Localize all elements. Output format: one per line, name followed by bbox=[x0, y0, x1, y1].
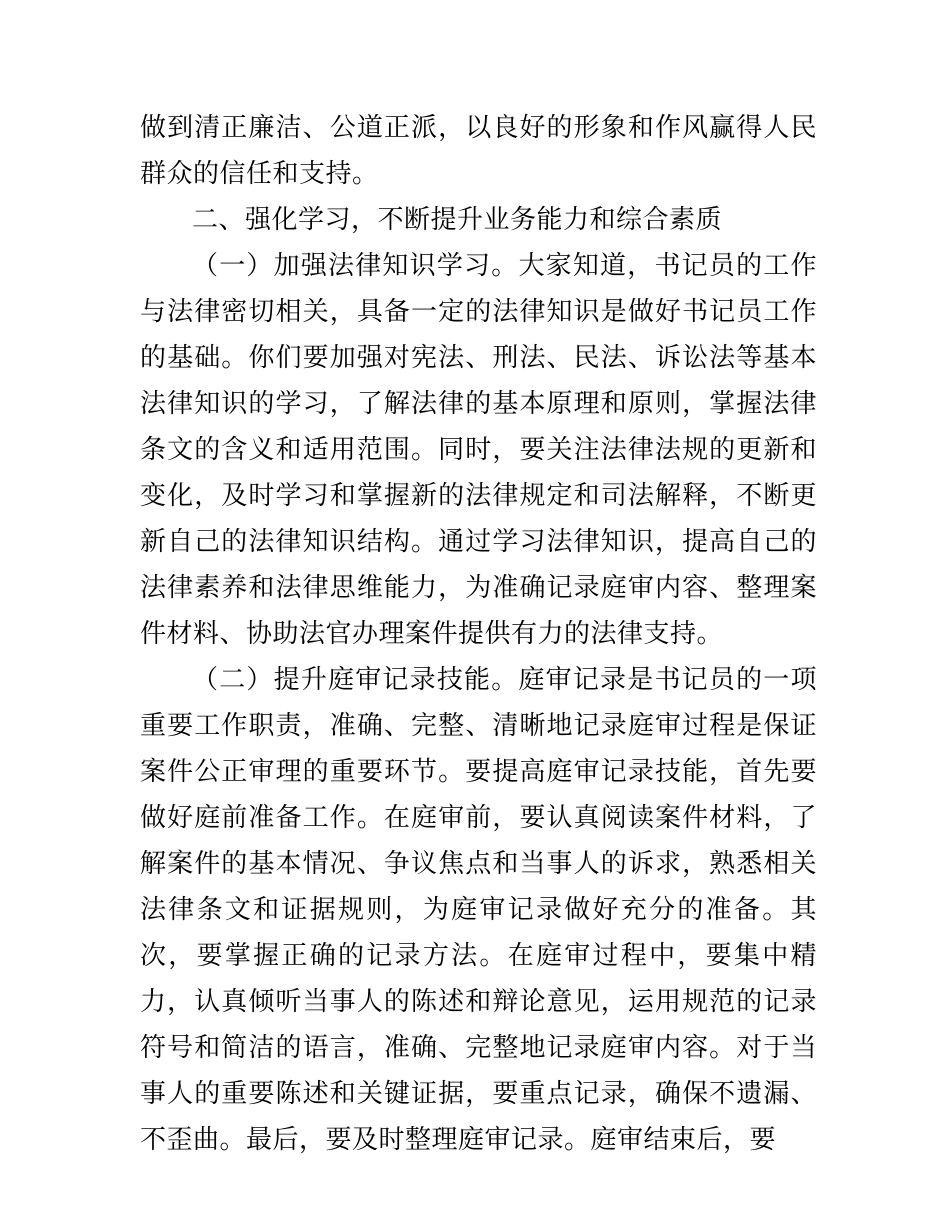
paragraph-court-record-skills: （二）提升庭审记录技能。庭审记录是书记员的一项重要工作职责，准确、完整、清晰地记录庭审过程是保证案件公正审理的重要环节。要提高庭审记录技能，首先要做好庭前准备工作。在庭审前，要认真阅读案件材料，了解案件的基本情况、争议焦点和当事人的诉求，熟悉相关法律条文和证据规则，为庭审记录做好充分的准备。其次，要掌握正确的记录方法。在庭审过程中，要集中精力，认真倾听当事人的陈述和辩论意见，运用规范的记录符号和简洁的语言，准确、完整地记录庭审内容。对于当事人的重要陈述和关键证据，要重点记录，确保不遗漏、不歪曲。最后，要及时整理庭审记录。庭审结束后，要 bbox=[140, 665, 817, 1154]
paragraph-legal-knowledge: （一）加强法律知识学习。大家知道，书记员的工作与法律密切相关，具备一定的法律知识是做好书记员工作的基础。你们要加强对宪法、刑法、民法、诉讼法等基本法律知识的学习，了解法律的基本原理和原则，掌握法律条文的含义和适用范围。同时，要关注法律法规的更新和变化，及时学习和掌握新的法律规定和司法解释，不断更新自己的法律知识结构。通过学习法律知识，提高自己的法律素养和法律思维能力，为准确记录庭审内容、整理案件材料、协助法官办理案件提供有力的法律支持。 bbox=[140, 251, 817, 648]
paragraph-continuation: 做到清正廉洁、公道正派，以良好的形象和作风赢得人民群众的信任和支持。 bbox=[140, 113, 817, 188]
section-heading: 二、强化学习，不断提升业务能力和综合素质 bbox=[192, 205, 723, 234]
